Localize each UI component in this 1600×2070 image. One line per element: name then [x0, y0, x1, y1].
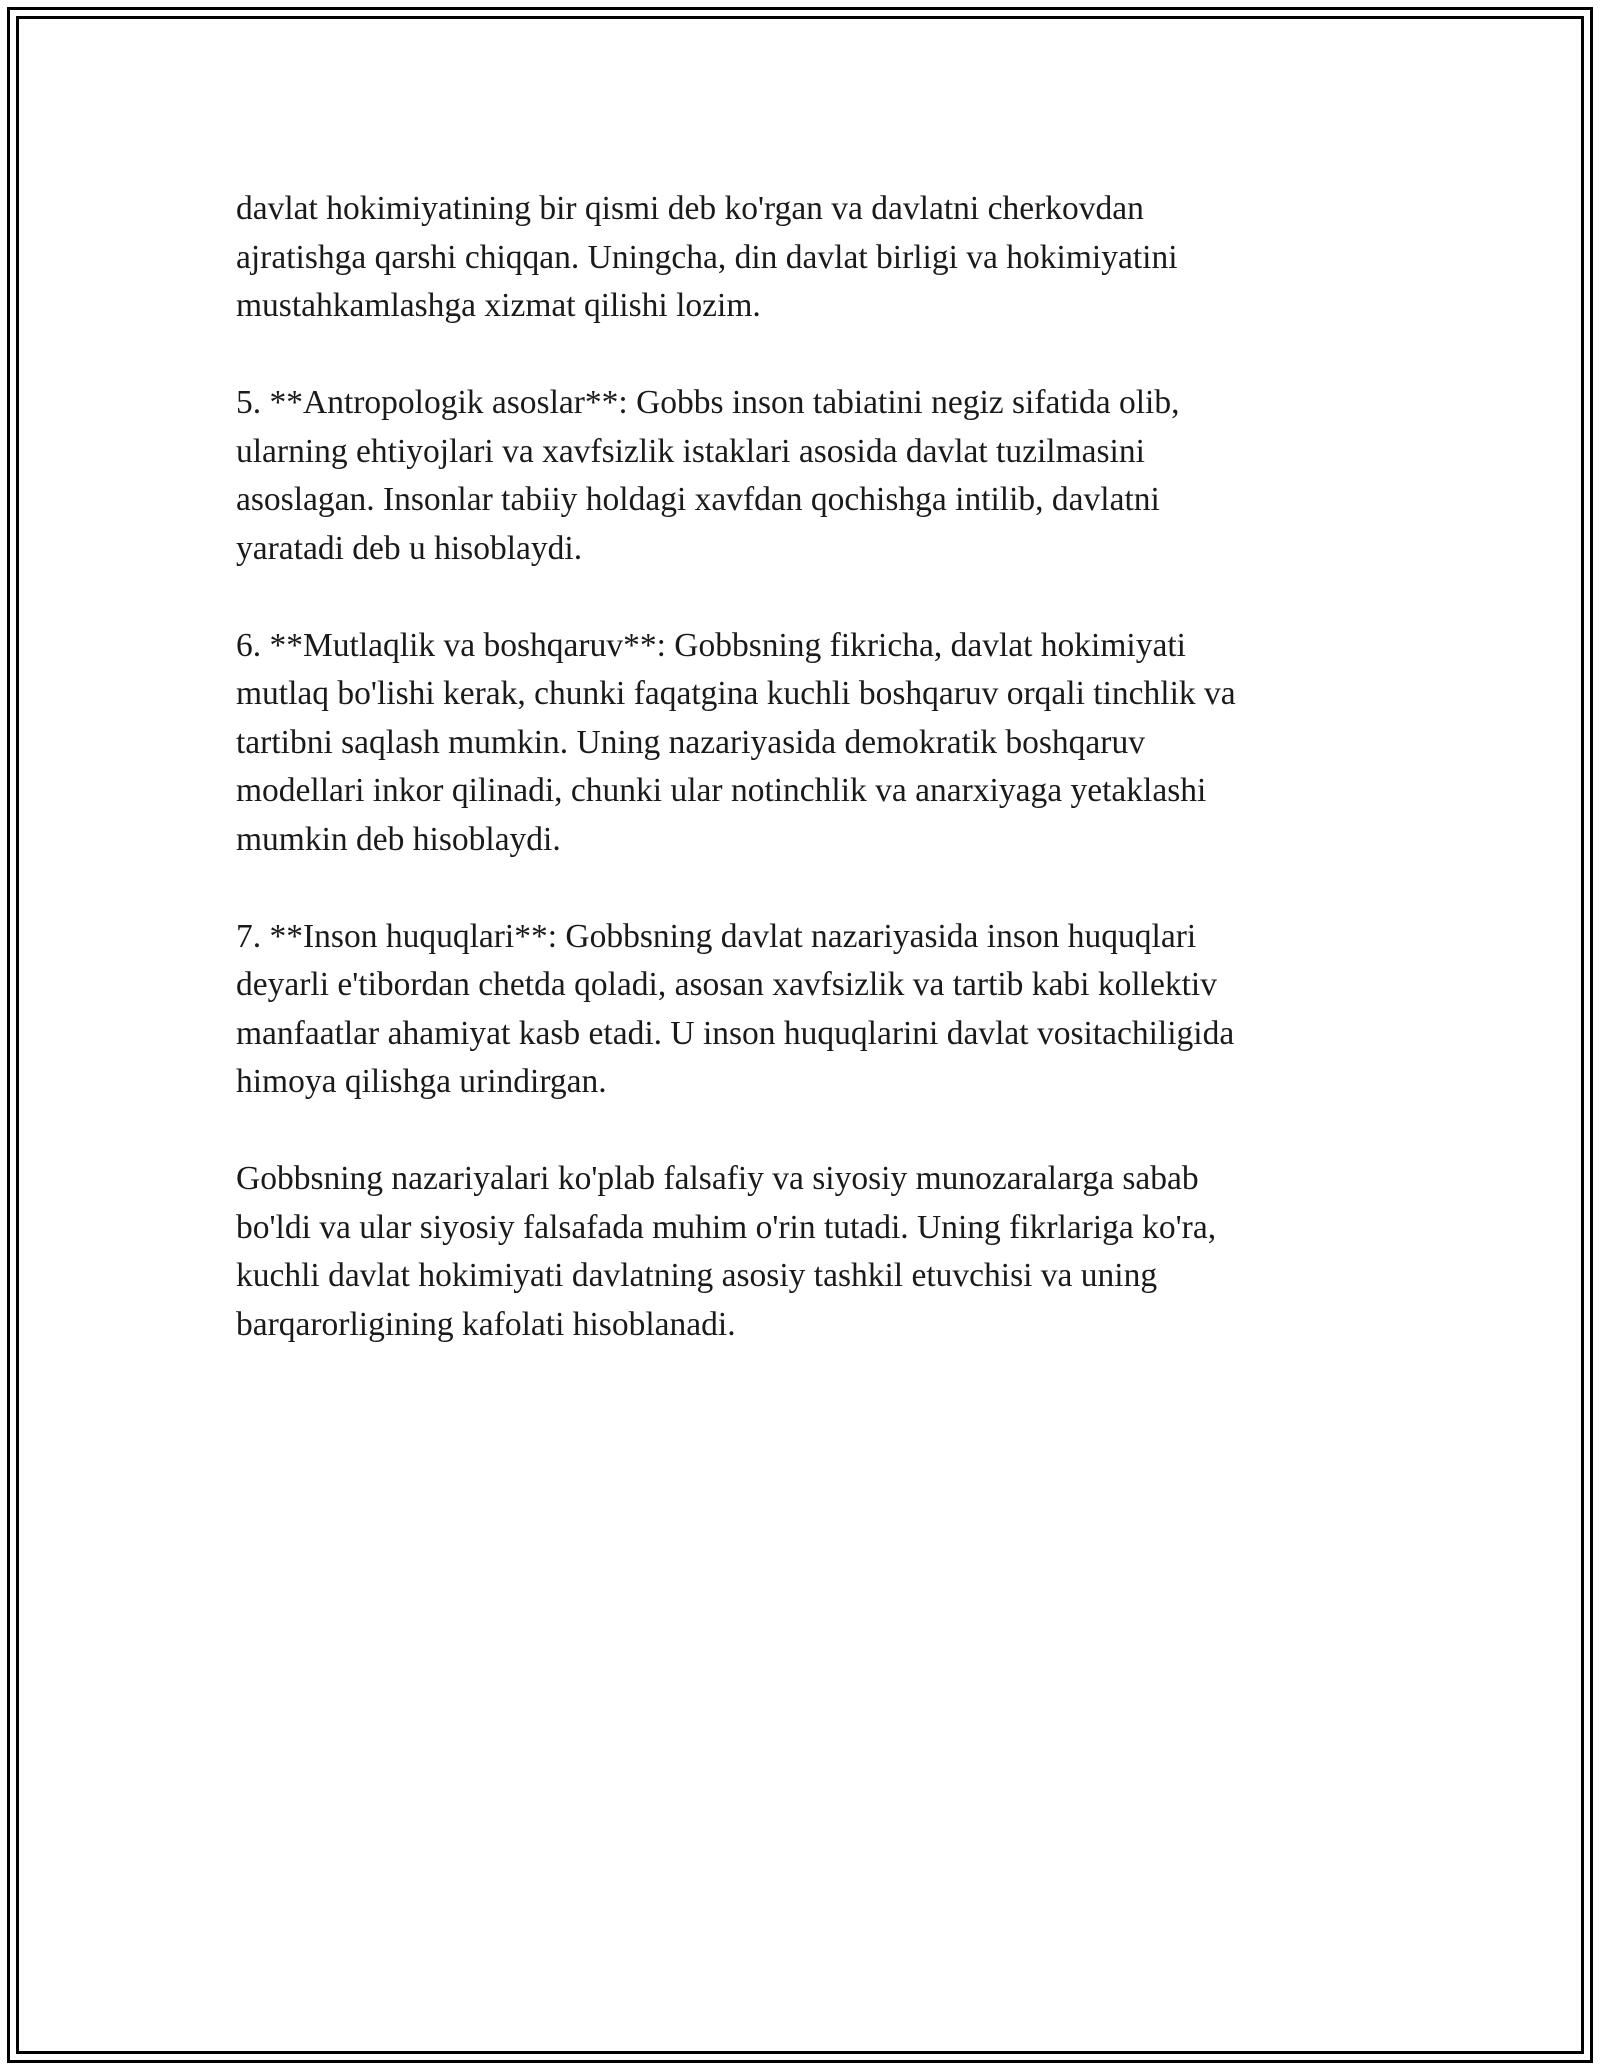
- text-line: 5. **Antropologik asoslar**: Gobbs inson tabiatini negiz sifatida olib,: [236, 384, 1180, 421]
- paragraph-item-5: [236, 379, 1356, 573]
- text-line: davlat hokimiyatining bir qismi deb ko'rgan va davlatni cherkovdan: [236, 190, 1144, 227]
- text-line: barqarorligining kafolati hisoblanadi.: [236, 1305, 736, 1343]
- text-line: himoya qilishga urindirgan.: [236, 1063, 607, 1100]
- paragraph-item-6: [236, 622, 1356, 865]
- text-line: yaratadi deb u hisoblaydi.: [236, 529, 583, 567]
- text-line: bo'ldi va ular siyosiy falsafada muhim o'rin tutadi. Uning fikrlariga ko'ra,: [236, 1208, 1217, 1246]
- text-line: mustahkamlashga xizmat qilishi lozim.: [236, 287, 761, 324]
- paragraph-conclusion: [236, 1155, 1356, 1349]
- document-body: [236, 185, 1356, 1398]
- text-line: manfaatlar ahamiyat kasb etadi. U inson huquqlarini davlat vositachiligida: [236, 1014, 1235, 1052]
- paragraph-item-7: [236, 913, 1356, 1107]
- text-line: mutlaq bo'lishi kerak, chunki faqatgina kuchli boshqaruv orqali tinchlik va: [236, 675, 1236, 712]
- text-line: 6. **Mutlaqlik va boshqaruv**: Gobbsning fikricha, davlat hokimiyati: [236, 626, 1186, 664]
- text-line: tartibni saqlash mumkin. Uning nazariyasida demokratik boshqaruv: [236, 723, 1145, 761]
- text-line: Gobbsning nazariyalari ko'plab falsafiy va siyosiy munozaralarga sabab: [236, 1160, 1199, 1197]
- text-line: 7. **Inson huquqlari**: Gobbsning davlat nazariyasida inson huquqlari: [236, 917, 1197, 955]
- text-line: mumkin deb hisoblaydi.: [236, 820, 561, 858]
- text-line: deyarli e'tibordan chetda qoladi, asosan xavfsizlik va tartib kabi kollektiv: [236, 966, 1217, 1003]
- text-line: kuchli davlat hokimiyati davlatning asosiy tashkil etuvchisi va uning: [236, 1257, 1158, 1294]
- text-line: ularning ehtiyojlari va xavfsizlik istaklari asosida davlat tuzilmasini: [236, 432, 1145, 470]
- text-line: asoslagan. Insonlar tabiiy holdagi xavfdan qochishga intilib, davlatni: [236, 481, 1160, 518]
- text-line: modellari inkor qilinadi, chunki ular notinchlik va anarxiyaga yetaklashi: [236, 772, 1207, 809]
- text-line: ajratishga qarshi chiqqan. Uningcha, din davlat birligi va hokimiyatini: [236, 238, 1178, 276]
- paragraph-continuation: [236, 185, 1356, 331]
